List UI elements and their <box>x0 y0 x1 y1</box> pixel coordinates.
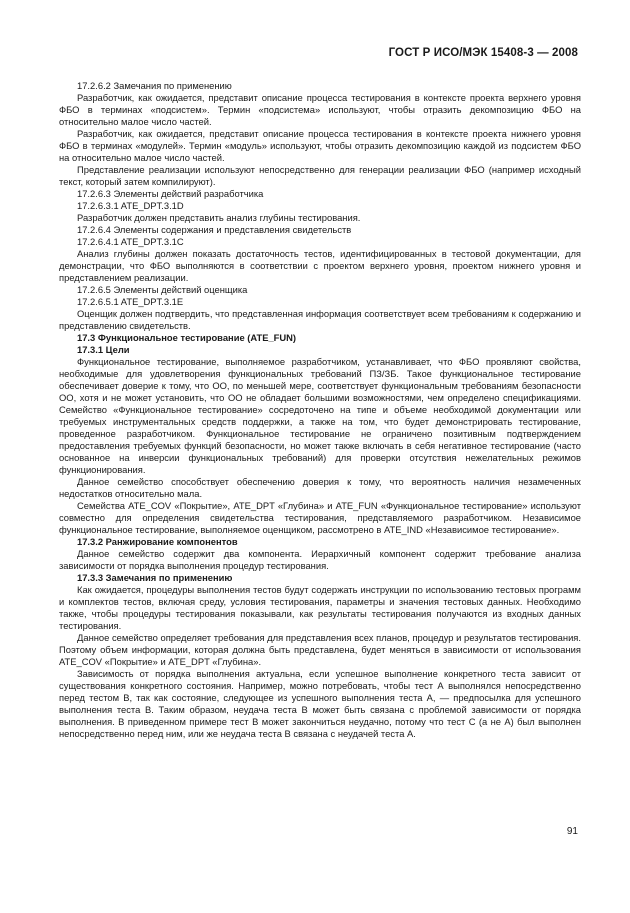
paragraph: Данное семейство содержит два компонента. Иерархичный компонент содержит требование анализа зависимости от порядка выполнения процедур тестирования. <box>59 548 581 571</box>
paragraph: Разработчик, как ожидается, представит описание процесса тестирования в контексте проекта нижнего уровня ФБО в терминах «модулей». Термин «модуль» используют, чтобы отразить декомпозицию каждой из подсистем ФБО на относительно малое число частей. <box>59 128 581 163</box>
section-heading: 17.3 Функциональное тестирование (ATE_FUN) <box>77 332 297 343</box>
paragraph: Функциональное тестирование, выполняемое разработчиком, устанавливает, что ФБО проявляют свойства, необходимые для удовлетворения функциональных требований ПЗ/ЗБ. Такое функциональное тестирование обеспечивает доверие к тому, что ОО, по меньшей мере, соответствует функциональным требованиям безопасности ОО, хотя и не может установить, что ОО не обладает большими возможностями, чем определено спецификациями. Семейство «Функциональное тестирование» сосредоточено на типе и объеме необходимой документации или требуемых инструментальных средств поддержки, а также на том, что будет демонстрировать тестирование, проведенное разработчиком. Функциональное тестирование не ограничено позитивным подтверждением предоставления требуемых функций безопасности, но может также включать в себя негативное тестирование (часто основанное на инверсии функциональных требований) для проверки отсутствия нежелательных режимов функционирования. <box>59 356 581 475</box>
paragraph: Семейства ATE_COV «Покрытие», ATE_DPT «Глубина» и ATE_FUN «Функциональное тестирование» используют совместно для определения свидетельства тестирования, представляемого разработчиком. Независимое функциональное тестирование, выполняемое оценщиком, рассмотрено в ATE_IND «Независимое тестирование». <box>59 500 581 535</box>
subsection-heading: 17.3.3 Замечания по применению <box>77 572 233 583</box>
paragraph: Представление реализации используют непосредственно для генерации реализации ФБО (например исходный текст, который затем компилируют). <box>59 164 581 187</box>
paragraph: Данное семейство определяет требования для представления всех планов, процедур и результатов тестирования. Поэтому объем информации, которая должна быть представлена, будет меняться в зависимости от использования ATE_COV «Покрытие» и ATE_DPT «Глубина». <box>59 632 581 667</box>
page-number: 91 <box>566 826 578 837</box>
element-id: 17.2.6.3.1 ATE_DPT.3.1D <box>77 200 184 211</box>
subsection-heading: 17.3.1 Цели <box>77 344 130 355</box>
paragraph: Разработчик, как ожидается, представит описание процесса тестирования в контексте проекта верхнего уровня ФБО в терминах «подсистем». Термин «подсистема» используют, чтобы отразить декомпозицию ФБО на относительно малое число частей. <box>59 92 581 127</box>
document-header: ГОСТ Р ИСО/МЭК 15408-3 — 2008 <box>388 47 578 59</box>
element-id: 17.2.6.4.1 ATE_DPT.3.1C <box>77 236 184 247</box>
paragraph: Данное семейство способствует обеспечению доверия к тому, что вероятность наличия незамеченных недостатков относительно мала. <box>59 476 581 499</box>
paragraph: Анализ глубины должен показать достаточность тестов, идентифицированных в тестовой документации, для демонстрации, что ФБО выполняются в соответствии с проектом верхнего уровня, проектом нижнего уровня и представлением реализации. <box>59 248 581 283</box>
subsection-heading: 17.3.2 Ранжирование компонентов <box>77 536 238 547</box>
subsection-heading: 17.2.6.2 Замечания по применению <box>77 80 232 91</box>
paragraph: Оценщик должен подтвердить, что представленная информация соответствует всем требованиям к содержанию и представлению свидетельств. <box>59 308 581 331</box>
page-body <box>59 80 581 740</box>
subsection-heading: 17.2.6.4 Элементы содержания и представления свидетельств <box>77 224 352 235</box>
subsection-heading: 17.2.6.5 Элементы действий оценщика <box>77 284 248 295</box>
element-id: 17.2.6.5.1 ATE_DPT.3.1E <box>77 296 184 307</box>
paragraph: Зависимость от порядка выполнения актуальна, если успешное выполнение конкретного теста зависит от существования конкретного состояния. Например, можно потребовать, чтобы тест А выполнялся непосредственно перед тестом В, так как состояние, следующее из успешного выполнения теста А, — предпосылка для успешного выполнения теста В. Таким образом, неудача теста В может быть связана с проблемой зависимости от порядка выполнения. В приведенном примере тест В может закончиться неудачно, потому что тест С (а не А) был выполнен непосредственно перед ним, или же неудача теста В связана с неудачей теста А. <box>59 668 581 739</box>
paragraph: Разработчик должен представить анализ глубины тестирования. <box>77 212 361 223</box>
paragraph: Как ожидается, процедуры выполнения тестов будут содержать инструкции по использованию тестовых программ и комплектов тестов, включая среду, условия тестирования, параметры и значения тестовых данных. Необходимо также, чтобы процедуры тестирования показывали, как результаты тестирования получаются из входных данных тестирования. <box>59 584 581 631</box>
subsection-heading: 17.2.6.3 Элементы действий разработчика <box>77 188 264 199</box>
